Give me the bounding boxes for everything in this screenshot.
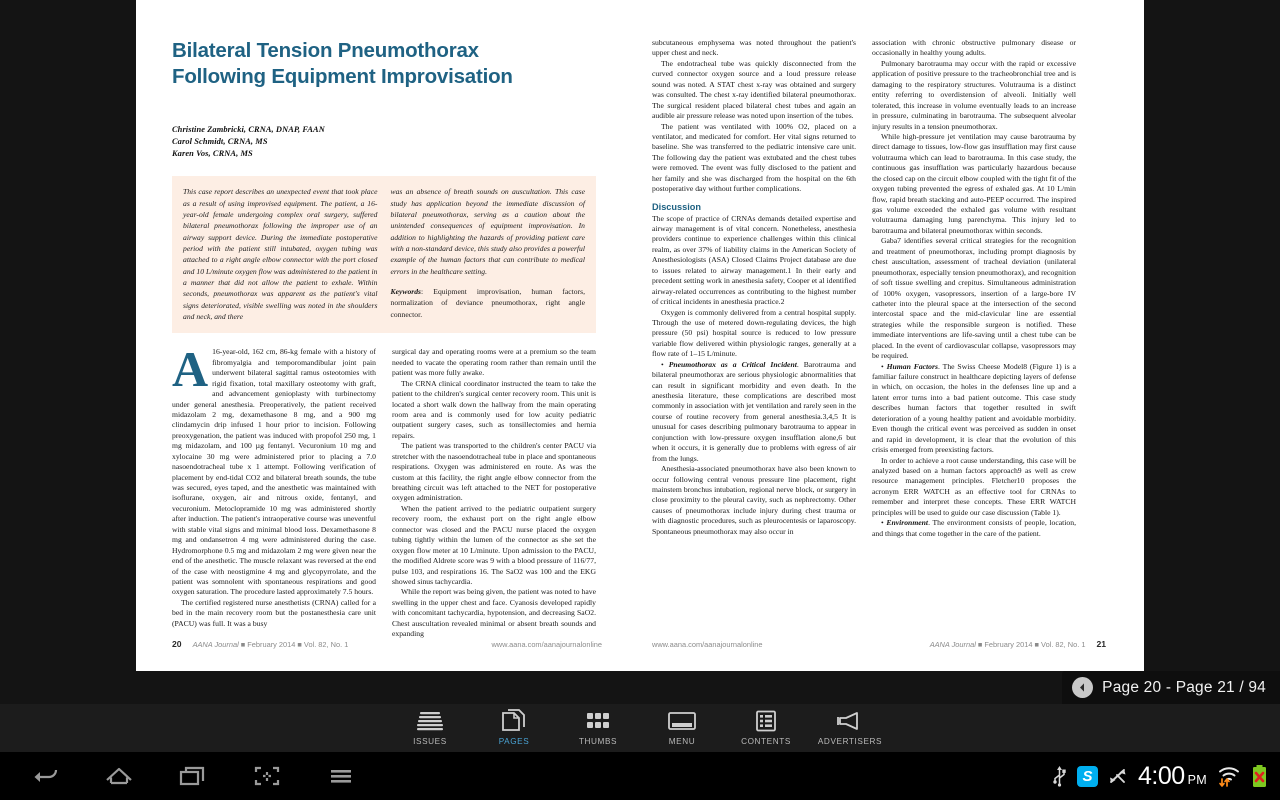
previous-page-button[interactable]: [1072, 677, 1093, 698]
footer-page-number: 21: [1096, 639, 1106, 649]
recents-icon: [178, 763, 208, 789]
toolbar-item-issues[interactable]: [388, 704, 472, 752]
window-menu-icon: [667, 707, 697, 735]
skype-icon: [1077, 766, 1098, 787]
body-paragraph: The certified registered nurse anesthetists (CRNA) called for a bed in the main recovery room but the postanesthesia care unit (PACU) was full. It was a busy: [172, 597, 376, 628]
body-paragraph: While high-pressure jet ventilation may cause barotrauma by direct damage to tissues, low-flow gas insufflation may first cause volutrauma which can lead to barotrauma. In this case study, the continuous gas insufflation was particularly hazardous because the closed cap on the circuit elbow coupled with the tight fit of the oxygen tubing prevented the egress of exhaled gas. At 10 L/min flow, rapid breath stacking and auto-PEEP occurred. The inspired gas volume exceeded the exhaled gas volume with resultant volutrauma damaging lung parenchyma. This injury led to barotrauma and bilateral pneumothorax within seconds.: [872, 131, 1076, 235]
wifi-transfer-icon: [1216, 764, 1242, 788]
toolbar-label: ADVERTISERS: [817, 737, 883, 746]
abstract-column-right: [391, 186, 586, 322]
section-heading-discussion: Discussion: [652, 201, 702, 212]
bullet-title: Human Factors: [886, 361, 938, 371]
abstract-column-left: [183, 186, 378, 322]
body-paragraph: The patient was ventilated with 100% O2, placed on a ventilator, and medicated for comfort. Her vital signs returned to baseline. She was transferred to the pediatric intensive care unit. The following day the patient was extubated and the chest tubes were removed. The event was fully disclosed to the patient and her family and she was discharged from the hospital on the 6th postoperative day without further complications.: [652, 121, 856, 194]
body-columns: [652, 38, 1086, 539]
abstract-box: [172, 176, 596, 333]
abstract-text-left: This case report describes an unexpected event that took place as a result of using improvised equipment. The patient, a 16-year-old female undergoing complex oral surgery, suffered bilateral pneumothorax following the improper use of an airway support device. During the immediate postoperative period with the patient still intubated, oxygen tubing was attached to a right angle elbow connector with the port closed and 10 L/minute oxygen flow was administered to the patient in a manner that did not allow the patient to exhale. Within seconds, pneumothorax was apparent as the patient's vital signs deteriorated, visible swelling was noted in the shoulders and neck, and there: [183, 187, 378, 322]
back-arrow-icon: [30, 763, 60, 789]
android-navigation-bar: [0, 752, 1280, 800]
author-3: Karen Vos, CRNA, MS: [172, 149, 253, 159]
toolbar-label: PAGES: [498, 737, 530, 746]
abstract-text-right: was an absence of breath sounds on auscultation. This case study has application beyond the immediate discussion of bilateral pneumothorax, serving as a caution about the unintended consequences of equipment improvisation. In addition to highlighting the hazards of providing patient care with a non-standard device, this study also provides a powerful example of the human factors that can contribute to medical errors in the healthcare setting.: [390, 187, 585, 276]
author-2: Carol Schmidt, CRNA, MS: [172, 137, 268, 147]
body-paragraph-bulleted: • Environment. The environment consists of people, location, and things that come together in the care of the patient.: [872, 518, 1077, 538]
body-column-2: [392, 347, 596, 639]
bullet-body: . The Swiss Cheese Model8 (Figure 1) is a familiar failure construct in healthcare depicting layers of defense in which, on occasion, the holes in the defenses line up and a latent error turns into a bad patient outcome. This case study describes human factors that together resulted in swift deterioration of a young healthy patient and avoidable morbidity. Even though the critical event was perceived as sudden in onset and rapid in development, it is clear that the evolution of this crisis emerged from preexisting factors.: [872, 361, 1077, 455]
footer-citation: [930, 640, 1086, 649]
body-column-1: [172, 341, 376, 639]
bullet-body: . The environment consists of people, location, and things that come together in the care of the patient.: [872, 518, 1077, 538]
status-bar[interactable]: [1051, 762, 1280, 791]
footer-journal-name: AANA Journal: [192, 640, 239, 649]
author-list: [172, 124, 602, 160]
footer-issue: ■ February 2014 ■ Vol. 82, No. 1: [975, 640, 1086, 649]
keywords-text: : Equipment improvisation, human factors, normalization of deviance pneumothorax, right angle connector.: [390, 286, 585, 319]
body-paragraph: In order to achieve a root cause understanding, this case will be analyzed based on a human factors approach9 as well as crew resource management principles. Fletcher10 proposes the acronym ERR WATCH as an effective tool for CRNAs to remember and interpret these concepts. These ERR WATCH principles will be used to guide our case discussion (Table 1).: [872, 455, 1076, 517]
body-paragraph-bulleted: • Pneumothorax as a Critical Incident. Barotrauma and bilateral pneumothorax are serious physiologic abnormalities that can result in significant morbidity and even death. In the anesthesia literature, these complications are described most commonly in association with jet ventilation and rarely seen in the course of routine recovery from general anesthesia.3,4,5 It is unusual for cases describing pulmonary barotrauma to appear in conjunction with low-pressure oxygen insufflation alone,6 but when it occurs, it is generally due to problems with egress of air from the lungs.: [652, 359, 856, 463]
body-paragraph: Pulmonary barotrauma may occur with the rapid or excessive application of positive pressure to the tracheobronchial tree and is damaging to the respiratory structures. Volutrauma is a distinct entity referring to overdistension of alveoli. Initially well tolerated, this increase in volume eventually leads to an increase in pressure, culminating in barotrauma. The subsequent alveolar injury results in a tension pneumothorax.: [872, 58, 1076, 131]
footer-url: www.aana.com/aanajournalonline: [491, 640, 602, 649]
back-button[interactable]: [8, 752, 82, 800]
body-paragraph: The endotracheal tube was quickly disconnected from the curved connector oxygen source and a loud pressure release sound was noted. A STAT chest x-ray was obtained and surgery was consulted. The chest x-ray identified bilateral pneumothorax. The surgical resident placed bilateral chest tubes and again an audible air pressure release was noted upon insertion of the tubes.: [652, 58, 856, 121]
bullet-title: Environment: [886, 518, 929, 528]
body-paragraph: subcutaneous emphysema was noted throughout the patient's upper chest and neck.: [652, 38, 856, 58]
footer-journal-name: AANA Journal: [929, 640, 976, 649]
skype-letter: S: [1082, 767, 1093, 785]
nav-buttons: [0, 752, 378, 800]
home-icon: [104, 763, 134, 789]
page-spread[interactable]: [136, 0, 1144, 671]
hamburger-menu-icon: [326, 763, 356, 789]
body-paragraph: A16-year-old, 162 cm, 86-kg female with a history of fibromyalgia and temporomandibular joint pain underwent bilateral sagittal ramus osteotomies with rigid fixation, total maxillary osteotomy with graft, and advancement genioplasty with turbinectomy under general anesthesia. Preoperatively, the patient received midazolam 2 mg, dexamethasone 8 mg, and a 900 mg clindamycin drip infused 1 hour prior to incision. Following preoxygenation, the patient was induced with propofol 250 mg, 1 mg midazolam, and 100 µg fentanyl. Vecuronium 10 mg and xylocaine 30 mg were administered prior to placing a 7.0 nasoendotracheal tube x 1 attempt. Following verification of placement by end-tidal CO2 and bilateral breath sounds, the tube was secured, eyes taped, and the anesthetic was maintained with isoflurane, oxygen, air and nitrous oxide, fentanyl, and vecuronium. Metoclopramide 10 mg was administered shortly after induction. The patient's intraoperative course was uneventful with stable vital signs and minimal blood loss. Dexamethasone 8 mg and ondansetron 4 mg were administered during the case. Hydromorphone 0.5 mg and midazolam 2 mg were given near the end of the anesthetic. The muscle relaxant was reversed at the end of the case with neostigmine 4 mg and glycopyrrolate, and the patient was somnolent with spontaneous respirations and good oxygen saturation. The procedure lasted approximately 7.5 hours.: [172, 341, 376, 597]
bullet-body: . Barotrauma and bilateral pneumothorax are serious physiologic abnormalities that can result in significant morbidity and even death. In the anesthesia literature, these complications are described most commonly in association with jet ventilation and rarely seen in the course of routine recovery from general anesthesia.3,4,5 It is unusual for cases describing pulmonary barotrauma to appear in conjunction with low-pressure oxygen insufflation alone,6 but when it occurs, it is generally due to problems with egress of air from the lungs.: [652, 359, 856, 463]
clock-time: 4:00: [1137, 761, 1185, 790]
toolbar-label: CONTENTS: [741, 737, 791, 746]
screenshot-icon: [252, 763, 282, 789]
body-paragraph: surgical day and operating rooms were at a premium so the team needed to vacate the operating room rather than remain until the patient was more fully awake.: [392, 347, 596, 378]
toolbar-label: ISSUES: [413, 737, 447, 746]
menu-button[interactable]: [304, 752, 378, 800]
reader-toolbar: [0, 704, 1280, 752]
grid-thumbs-icon: [585, 707, 611, 735]
page-indicator-text: Page 20 - Page 21 / 94: [1102, 678, 1266, 696]
footer-issue: ■ February 2014 ■ Vol. 82, No. 1: [238, 640, 349, 649]
chevron-left-icon: [1077, 682, 1088, 693]
page-indicator[interactable]: [1062, 671, 1280, 704]
footer-url: www.aana.com/aanajournalonline: [652, 640, 763, 649]
toolbar-item-pages[interactable]: [472, 704, 556, 752]
battery-error-icon: [1251, 764, 1268, 788]
toolbar-label: THUMBS: [578, 737, 618, 746]
sync-arrows-icon: [1107, 766, 1129, 786]
pages-copy-icon: [501, 707, 527, 735]
toolbar-item-contents[interactable]: [724, 704, 808, 752]
footer-page-number: 20: [172, 639, 182, 649]
body-column-3: [652, 38, 856, 539]
body-paragraph-bulleted: • Human Factors. The Swiss Cheese Model8 (Figure 1) is a familiar failure construct in healthcare depicting layers of defense in which, on occasion, the holes in the defenses line up and a latent error turns into a bad patient outcome. This case study describes human factors that together resulted in swift deterioration of a young healthy patient and avoidable morbidity. Even though the critical event was perceived as sudden in onset and rapid in development, it is clear that the evolution of this crisis emerged from preexisting factors.: [872, 361, 1077, 455]
keywords-label: Keywords: [390, 286, 422, 296]
list-contents-icon: [754, 707, 778, 735]
body-column-4: [872, 38, 1076, 539]
body-paragraph: The scope of practice of CRNAs demands detailed expertise and airway management is of vital concern. Nonetheless, anesthesia providers continue to experience challenges within this clinical realm, as over 37% of liability claims in the American Society of Anesthesiologists (ASA) Closed Claims Project database are due to issues related to airway management.1 In their early and precedent setting work in anesthesia safety, Cooper et al identified airway-related occurrences as contributing to the highest number of critical incidents in anesthesia practice.2: [652, 213, 856, 307]
toolbar-item-thumbs[interactable]: [556, 704, 640, 752]
body-paragraph: When the patient arrived to the pediatric outpatient surgery recovery room, the exhaust port on the right angle elbow connector was closed and the PACU nurse placed the oxygen tubing tightly within the lumen of the connector as she set the oxygen flow meter at 10 L/minute. Upon admission to the PACU, the modified Aldrete score was 9 with a blood pressure of 116/77, pulse 103, and respirations 16. The SaO2 was 100 and the EKG showed sinus tachycardia.: [392, 503, 596, 586]
screenshot-button[interactable]: [230, 752, 304, 800]
recents-button[interactable]: [156, 752, 230, 800]
body-paragraph: Gaba7 identifies several critical strategies for the recognition and treatment of pneumothorax, including prompt diagnosis by chest auscultation, assessment of tracheal deviation (unilateral pneumothorax, especially tension pneumothorax), and recognition of soft tissue swelling and crepitus. Simultaneous administration of 100% oxygen, vasopressors, insertion of a large-bore IV catheter into the pleural space at the intersection of the second intercostal space and the mid-clavicular line are essential strategies while the responsible surgeon is notified. These immediate interventions are life-saving until a chest tube can be placed. In the event of cardiovascular collapse, vasopressors may be required.: [872, 236, 1076, 361]
body-paragraph: While the report was being given, the patient was noted to have swelling in the upper chest and face. Cyanosis developed rapidly with concomitant tachycardia, hypotension, and decreasing SaO2. Chest auscultation revealed minimal or absent breath sounds and expanding: [392, 587, 596, 639]
body-paragraph: Anesthesia-associated pneumothorax have also been known to occur following central venous pressure line placement, right mainstem bronchus intubation, regional nerve block, or surgery in close proximity to the pleural cavity, such as nephrectomy. Other causes of pneumothorax include injury during chest trauma or with diagnostic procedures, such as pleurocentesis or laparoscopy. Spontaneous pneumothorax may also occur in: [652, 464, 856, 536]
body-paragraph: The patient was transported to the children's center PACU via stretcher with the nasoendotracheal tube in place and spontaneous respirations. Oxygen was administered en route. As was the custom at this facility, the right angle elbow connector from the breathing circuit was left attached to the NET for postoperative oxygen administration.: [392, 441, 596, 503]
toolbar-item-menu[interactable]: [640, 704, 724, 752]
body-columns: [172, 341, 602, 639]
footer-citation: [193, 640, 349, 649]
clock-ampm: PM: [1187, 772, 1207, 787]
lines-stack-icon: [417, 707, 443, 735]
bullet-title: Pneumothorax as a Critical Incident: [668, 359, 797, 369]
page-title: Bilateral Tension Pneumothorax Following Equipment Improvisation: [172, 39, 513, 89]
body-paragraph: association with chronic obstructive pulmonary disease or occasionally in healthy young adults.: [872, 38, 1076, 58]
usb-icon: [1051, 765, 1068, 787]
megaphone-icon: [836, 707, 864, 735]
toolbar-item-advertisers[interactable]: [808, 704, 892, 752]
status-clock: [1138, 762, 1207, 791]
document-page-left[interactable]: [136, 0, 640, 671]
document-page-right[interactable]: [640, 0, 1144, 671]
author-1: Christine Zambricki, CRNA, DNAP, FAAN: [172, 125, 325, 135]
page-footer-left: [172, 639, 602, 649]
keywords: [391, 286, 586, 320]
home-button[interactable]: [82, 752, 156, 800]
body-paragraph: The CRNA clinical coordinator instructed the team to take the patient to the children's surgical center recovery room. This unit is located a short walk down the hallway from the main operating room area and is commonly used for low acuity pediatric outpatient surgery cases, such as tonsillectomies and hernia repairs.: [392, 378, 596, 440]
body-paragraph: Oxygen is commonly delivered from a central hospital supply. Through the use of metered down-regulating devices, the high pressure (50 psi) hospital source is reduced to low pressure variable flow delivered within physiologic ranges, generally at a flow rate of 1–15 L/minute.: [652, 307, 856, 359]
toolbar-label: MENU: [668, 737, 696, 746]
page-footer-right: [652, 639, 1106, 649]
